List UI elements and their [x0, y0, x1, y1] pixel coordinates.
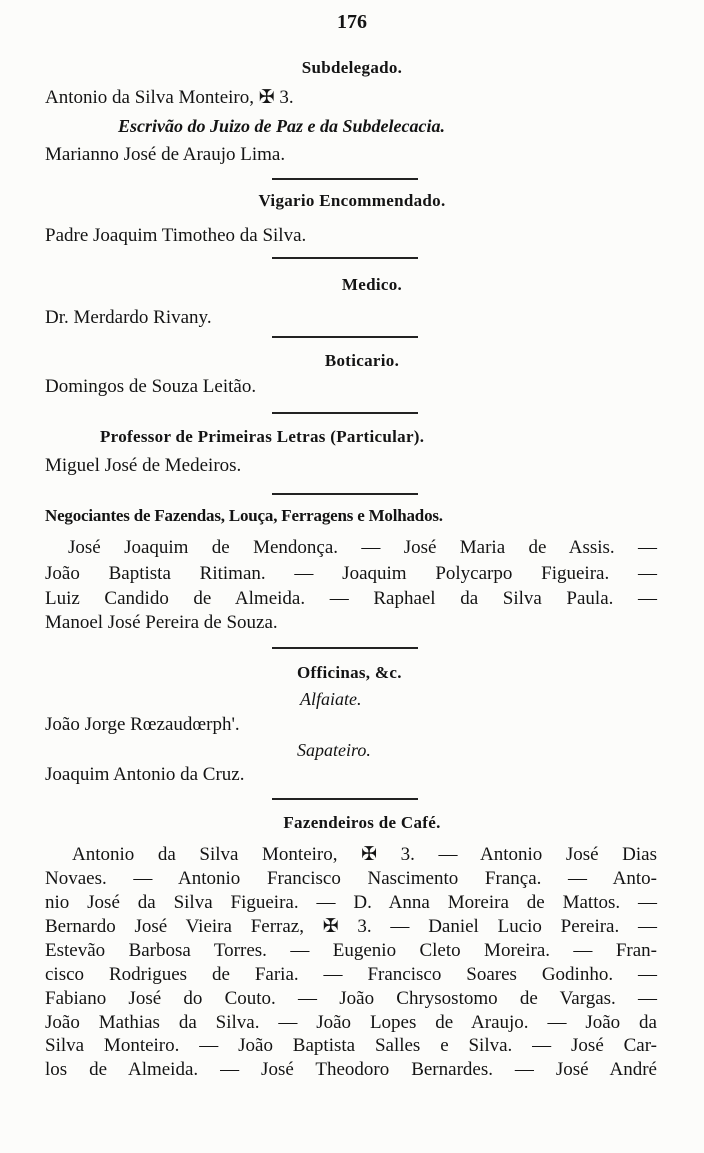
entry: Dr. Merdardo Rivany. — [45, 307, 212, 328]
subheading-sapateiro: Sapateiro. — [297, 740, 371, 760]
entry-line: Estevão Barbosa Torres. — Eugenio Cleto Moreira. — Fran- — [45, 940, 657, 961]
heading-fazendeiros: Fazendeiros de Café. — [283, 813, 441, 832]
divider — [272, 257, 418, 259]
heading-subdelegado: Subdelegado. — [301, 58, 403, 77]
divider — [272, 647, 418, 649]
entry-line: Silva Monteiro. — João Baptista Salles e Silva. — José Car- — [45, 1035, 657, 1056]
divider — [272, 493, 418, 495]
heading-professor: Professor de Primeiras Letras (Particular). — [100, 427, 425, 446]
heading-medico: Medico. — [341, 275, 403, 294]
page-number: 176 — [337, 11, 367, 33]
heading-vigario: Vigario Encommendado. — [258, 191, 446, 210]
entry-line: los de Almeida. — José Theodoro Bernardes. — José André — [45, 1059, 657, 1080]
entry-line: João Mathias da Silva. — João Lopes de Araujo. — João da — [45, 1012, 657, 1033]
entry: Marianno José de Araujo Lima. — [45, 144, 286, 165]
heading-boticario: Boticario. — [324, 351, 400, 370]
entry: Miguel José de Medeiros. — [45, 455, 242, 476]
entry: Antonio da Silva Monteiro, ✠ 3. — [45, 87, 294, 108]
entry-line: Bernardo José Vieira Ferraz, ✠ 3. — Daniel Lucio Pereira. — — [45, 916, 657, 937]
divider — [272, 336, 418, 338]
entry-line: Luiz Candido de Almeida. — Raphael da Silva Paula. — — [45, 588, 657, 609]
entry: João Jorge Rœzaudœrph'. — [45, 714, 240, 735]
subheading-alfaiate: Alfaiate. — [300, 689, 362, 709]
heading-negociantes: Negociantes de Fazendas, Louça, Ferragens e Molhados. — [45, 506, 443, 525]
divider — [272, 178, 418, 180]
entry-line: nio José da Silva Figueira. — D. Anna Moreira de Mattos. — — [45, 892, 657, 913]
heading-escrivao: Escrivão do Juizo de Paz e da Subdelecacia. — [118, 116, 445, 136]
entry-line: Novaes. — Antonio Francisco Nascimento França. — Anto- — [45, 868, 657, 889]
entry: Domingos de Souza Leitão. — [45, 376, 257, 397]
entry: Joaquim Antonio da Cruz. — [45, 764, 245, 785]
entry-line: João Baptista Ritiman. — Joaquim Polycarpo Figueira. — — [45, 563, 657, 584]
entry-line: Antonio da Silva Monteiro, ✠ 3. — Antonio José Dias — [72, 844, 657, 865]
entry-line: cisco Rodrigues de Faria. — Francisco Soares Godinho. — — [45, 964, 657, 985]
divider — [272, 798, 418, 800]
heading-officinas: Officinas, &c. — [297, 663, 402, 682]
entry-line: José Joaquim de Mendonça. — José Maria de Assis. — — [68, 537, 657, 558]
entry: Padre Joaquim Timotheo da Silva. — [45, 225, 307, 246]
divider — [272, 412, 418, 414]
entry-line: Fabiano José do Couto. — João Chrysostomo de Vargas. — — [45, 988, 657, 1009]
entry-line: Manoel José Pereira de Souza. — [45, 612, 278, 633]
